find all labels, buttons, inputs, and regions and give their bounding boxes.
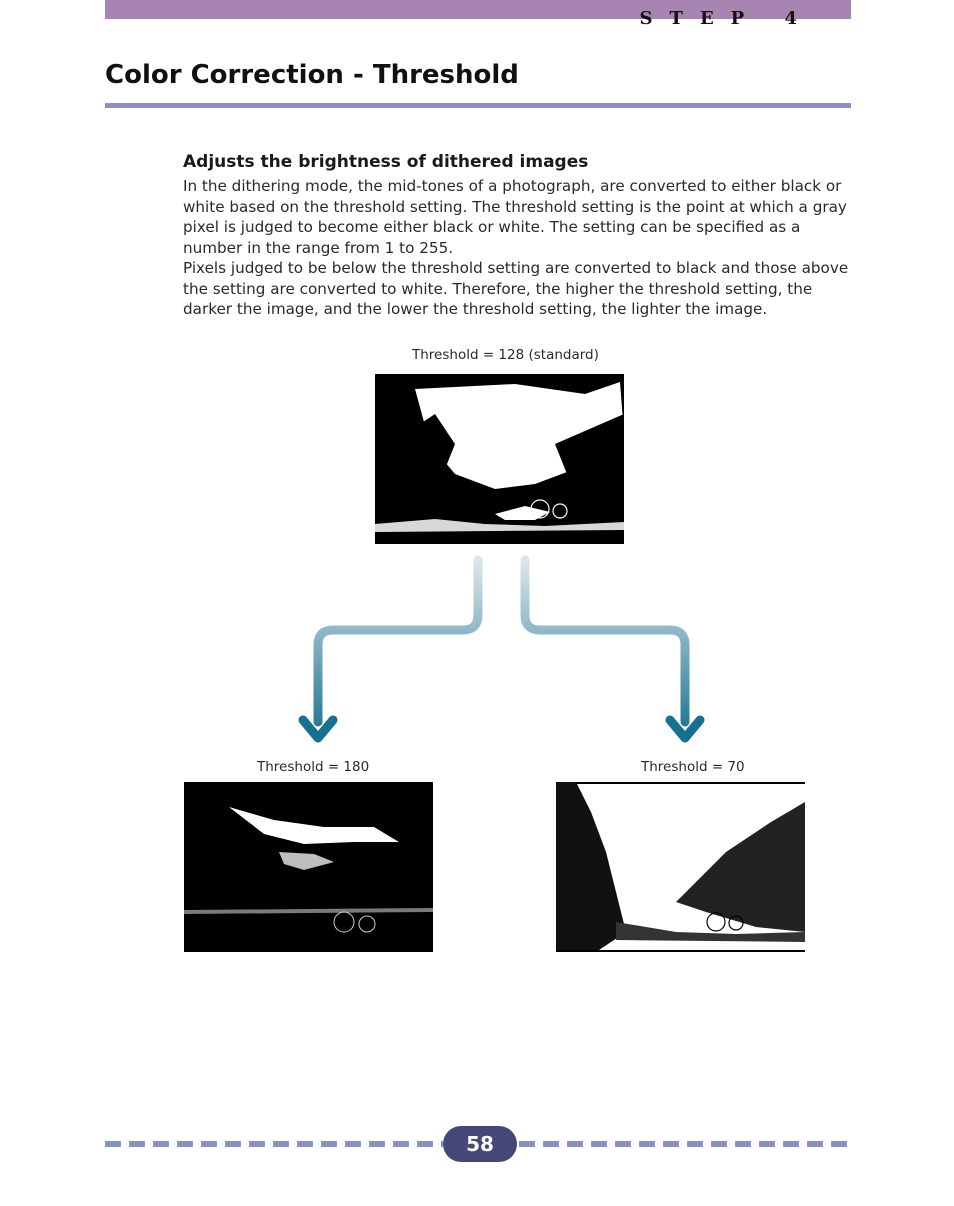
photo-threshold-70 <box>556 782 805 952</box>
section-heading: Adjusts the brightness of dithered images <box>183 152 589 172</box>
footer-rule-left <box>105 1141 443 1147</box>
arrow-right <box>525 560 685 722</box>
arrow-left <box>318 560 478 722</box>
caption-high: Threshold = 180 <box>257 759 370 775</box>
photo-threshold-180 <box>184 782 433 952</box>
step-label: STEP 4 <box>639 8 814 29</box>
caption-low: Threshold = 70 <box>641 759 745 775</box>
page-number: 58 <box>443 1126 517 1162</box>
caption-standard: Threshold = 128 (standard) <box>412 347 599 363</box>
paragraph-threshold-effect: Pixels judged to be below the threshold setting are converted to black and those above the setting are converted to white. Therefore, the higher the threshold setting, the darker the image, and the lower the threshold setting, the lighter the image. <box>183 259 849 318</box>
footer-rule-right <box>517 1141 851 1147</box>
page-title: Color Correction - Threshold <box>105 60 519 90</box>
paragraph-dithering: In the dithering mode, the mid-tones of a photograph, are converted to either black or white based on the threshold setting. The threshold setting is the point at which a gray pixel is judged to become either black or white. The setting can be specified as a number in the range from 1 to 255. <box>183 177 847 257</box>
